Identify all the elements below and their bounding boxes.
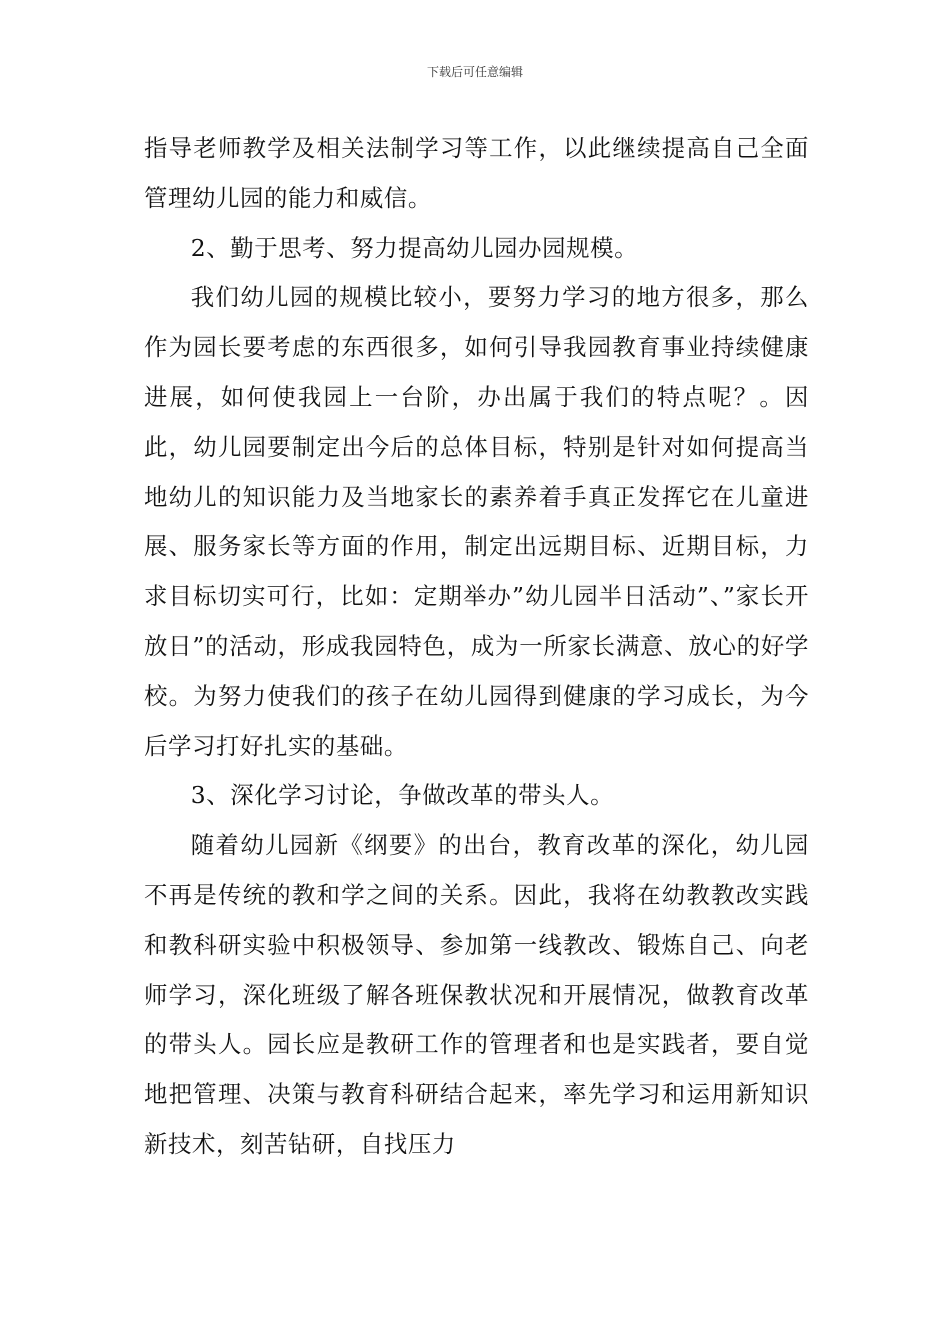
page-header: 下载后可任意编辑 (426, 65, 523, 79)
section-heading-2: 2、勤于思考、努力提高幼儿园办园规模。 (190, 233, 639, 262)
document-body (144, 124, 809, 1170)
section-heading-3: 3、深化学习讨论，争做改革的带头人。 (190, 781, 615, 810)
paragraph-reform: 随着幼儿园新《纲要》的出台，教育改革的深化，幼儿园不再是传统的教和学之间的关系。因此，我将在幼教教改实践和教科研实验中积极领导、参加第一线教改、锻炼自己、向老师学习，深化班级了解各班保教状况和开展情况，做教育改革的带头人。园长应是教研工作的管理者和也是实践者，要自觉地把管理、决策与教育科研结合起来，率先学习和运用新知识新技术，刻苦钻研，自找压力 (144, 831, 809, 1158)
paragraph-continuation: 指导老师教学及相关法制学习等工作，以此继续提高自己全面管理幼儿园的能力和威信。 (144, 134, 809, 212)
paragraph-scale: 我们幼儿园的规模比较小，要努力学习的地方很多，那么作为园长要考虑的东西很多，如何引导我园教育事业持续健康进展，如何使我园上一台阶，办出属于我们的特点呢？。因此，幼儿园要制定出今后的总体目标，特别是针对如何提高当地幼儿的知识能力及当地家长的素养着手真正发挥它在儿童进展、服务家长等方面的作用，制定出远期目标、近期目标，力求目标切实可行，比如：定期举办”幼儿园半日活动”、”家长开放日”的活动，形成我园特色，成为一所家长满意、放心的好学校。为努力使我们的孩子在幼儿园得到健康的学习成长，为今后学习打好扎实的基础。 (144, 283, 809, 760)
